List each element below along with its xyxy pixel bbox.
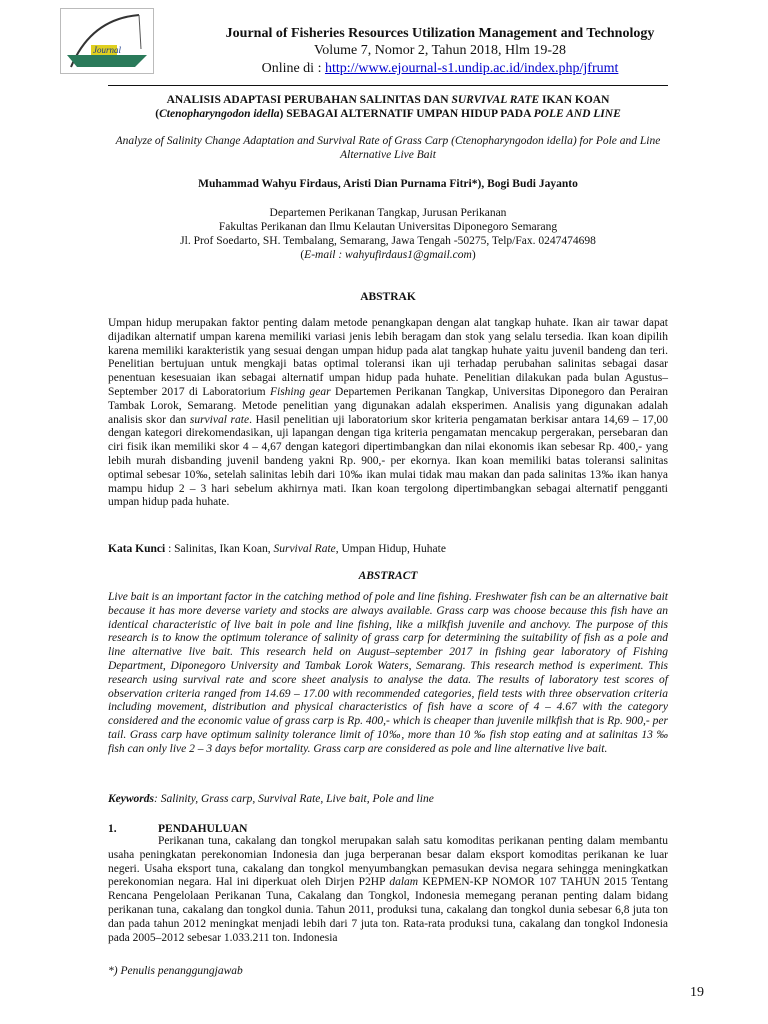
title-line2-part3: POLE AND LINE: [533, 108, 621, 120]
article-subtitle: Analyze of Salinity Change Adaptation and Survival Rate of Grass Carp (Ctenopharyngodon idella) for Pole and Line Alternative Live Bait: [115, 135, 661, 161]
footnote: *) Penulis penanggungjawab: [108, 965, 243, 977]
introduction-paragraph: [108, 835, 668, 945]
journal-url-link[interactable]: http://www.ejournal-s1.undip.ac.id/index.php/jfrumt: [324, 61, 619, 76]
affiliation-line-1: Departemen Perikanan Tangkap, Jurusan Perikanan: [269, 207, 507, 219]
journal-online: [140, 60, 740, 77]
online-prefix: Online di :: [261, 61, 325, 76]
affiliation-line-3: Jl. Prof Soedarto, SH. Tembalang, Semarang, Jawa Tengah -50275, Telp/Fax. 0247474698: [180, 235, 596, 247]
abstrak-italic-1: Fishing gear: [269, 385, 331, 398]
title-species: Ctenopharyngodon idella: [159, 108, 280, 120]
section-number: 1.: [108, 823, 117, 835]
kata-kunci: [108, 543, 668, 557]
keywords: [108, 793, 668, 807]
intro-italic: dalam: [389, 876, 419, 889]
title-part1: ANALISIS ADAPTASI PERUBAHAN SALINITAS DAN: [166, 94, 452, 106]
section-heading: [108, 822, 247, 836]
keywords-text: : Salinity, Grass carp, Survival Rate, Live bait, Pole and line: [154, 793, 434, 805]
kata-kunci-label: Kata Kunci: [108, 543, 166, 555]
intro-text-b: KEPMEN-KP NOMOR 107 TAHUN 2015 Tentang Rencana Pengelolaan Perikanan Tuna, Cakalang dan Tongkol, Indonesia memegang peranan penting dalam bidang perikanan tuna, cakalang dan tongkol dunia. Tahun 2011, produksi tuna, cakalang dan tongkol dunia sebesar 6,8 juta ton dan pada tahun 2012 meningkat menjadi lebih dari 7 juta ton. Rata-rata produksi tuna, cakalang dan tongkol Indonesia pada 2005–2012 sebesar 1.033.211 ton. Indonesia: [108, 876, 668, 944]
keywords-label: Keywords: [108, 793, 154, 805]
abstrak-italic-2: survival rate: [189, 413, 250, 426]
title-part3: IKAN KOAN: [539, 94, 610, 106]
kata-kunci-part1: : Salinitas, Ikan Koan,: [165, 543, 274, 555]
title-line2-part2: ) SEBAGAI ALTERNATIF UMPAN HIDUP PADA: [279, 108, 534, 120]
abstrak-text-2: Departemen Perikanan Tangkap, Universitas Diponegoro dan Perairan Tambak Lorok, Semarang. Metode penelitian yang digunakan adalah eksperimen. Analisis yang digunakan adalah analisis skor dan: [108, 385, 668, 426]
abstract-body: Live bait is an important factor in the catching method of pole and line fishing. Freshwater fish can be an alternative bait because it has more deverse variety and stocks are always available. Grass carp was choose because this fish have an identical characteristic of live bait in pole and line fishing, like a milkfish juvenile and anchovy. The purpose of this research is to know the optimum tolerance of salinity of grass carp for determining the suitability of fish as a pole and line alternative live bait. This research held on August–september 2017 in fishing gear laboratory of Fishing Department, Diponegoro University and Tambak Lorok Waters, Semarang. This research method is experiment. This research using survival rate and score sheet analysis to analyse the data. The results of laboratory test scores of observation criteria ranged from 14.69 – 17.00 with recommended categories, field tests with three observation criteria including movement, distribution and physical characteristics of fish have a score of 4 – 4.67 with the category considered and the economic value of grass carp is Rp. 400,- which is cheaper than juvenile milkfish that is Rp. 900,- per tail. Grass carp have optimum salinity tolerance limit of 10‰, more than 10 ‰ fish stop eating and at salinitas 13 ‰ fish can only live 2 – 3 days befor mortality. Grass carp are considered as pole and line alternative live bait.: [108, 591, 668, 755]
kata-kunci-part2: , Umpan Hidup, Huhate: [335, 543, 446, 555]
journal-title: Journal of Fisheries Resources Utilization Management and Technology: [225, 26, 655, 41]
kata-kunci-italic: Survival Rate: [273, 543, 336, 555]
email-open: (: [300, 249, 305, 261]
svg-text:Journal: Journal: [93, 45, 121, 55]
intro-text-a: Perikanan tuna, cakalang dan tongkol merupakan salah satu komoditas perikanan penting dalam membantu usaha peningkatan perekonomian Indonesia dan juga berperanan besar dalam eksport komoditas perikanan ke luar negeri. Usaha eksport tuna, cakalang dan tongkol menyumbangkan pemasukan devisa negara sehingga meningkatkan perekonomian negara. Hal ini diperkuat oleh Dirjen P2HP: [108, 835, 668, 889]
email-text: E-mail : wahyufirdaus1@gmail.com: [304, 249, 472, 261]
article-affiliation: [108, 206, 668, 262]
journal-volume: Volume 7, Nomor 2, Tahun 2018, Hlm 19-28: [313, 43, 567, 58]
abstrak-text-3: . Hasil penelitian uji laboratorium skor kriteria pengamatan berkisar antara 14,69 – 17,00 dengan kategori direkomendasikan, uji lapangan dengan tiga kriteria pengamatan mencakup pergerakan, persebaran dan ciri fisik ikan memiliki skor 4 – 4,67 dengan kategori dipertimbangkan dan nilai ekonomis ikan sebesar Rp. 400,- yang lebih murah disbanding juvenil bandeng yakni Rp. 900,- per ekornya. Ikan koan memiliki batas toleransi salinitas optimal sebesar 10‰, setelah salinitas lebih dari 10‰ ikan mulai tidak mau makan dan pada salinitas 13‰ ikan hanya mampu hidup 2 – 3 hari sebelum akhirnya mati. Ikan koan tergolong dipertimbangkan sebagai alternatif pengganti umpan hidup pada huhate.: [108, 413, 668, 509]
abstrak-heading: ABSTRAK: [360, 291, 416, 303]
abstrak-body: [108, 317, 668, 510]
email-close: ): [471, 249, 476, 261]
header-rule: [108, 85, 668, 86]
title-part2: SURVIVAL RATE: [451, 94, 540, 106]
section-title: PENDAHULUAN: [158, 823, 248, 835]
article-authors: Muhammad Wahyu Firdaus, Aristi Dian Purnama Fitri*), Bogi Budi Jayanto: [198, 178, 578, 190]
page-number: 19: [690, 985, 704, 1000]
abstract-heading: ABSTRACT: [358, 570, 418, 582]
title-line2-open: (: [155, 108, 160, 120]
affiliation-line-2: Fakultas Perikanan dan Ilmu Kelautan Universitas Diponegoro Semarang: [218, 221, 558, 233]
author-email: [108, 248, 668, 262]
article-title: [108, 93, 668, 121]
abstrak-text-1: Umpan hidup merupakan faktor penting dalam metode penangkapan dengan alat tangkap huhate. Ikan air tawar dapat dijadikan alternatif umpan karena memiliki variasi jenis lebih beragam dan stok yang selalu tersedia. Ikan koan dipilih karena memiliki karakteristik yang sesuai dengan umpan hidup pada alat tangkap huhate yaitu juvenil bandeng dan teri. Penelitian bertujuan untuk mengkaji batas optimal toleransi ikan uji terhadap perubahan salinitas sebagai dasar penentuan kesesuaian ikan sebagai alternatif umpan hidup pada huhate. Penelitian dilakukan pada bulan Agustus–September 2017 di Laboratorium: [108, 317, 668, 398]
